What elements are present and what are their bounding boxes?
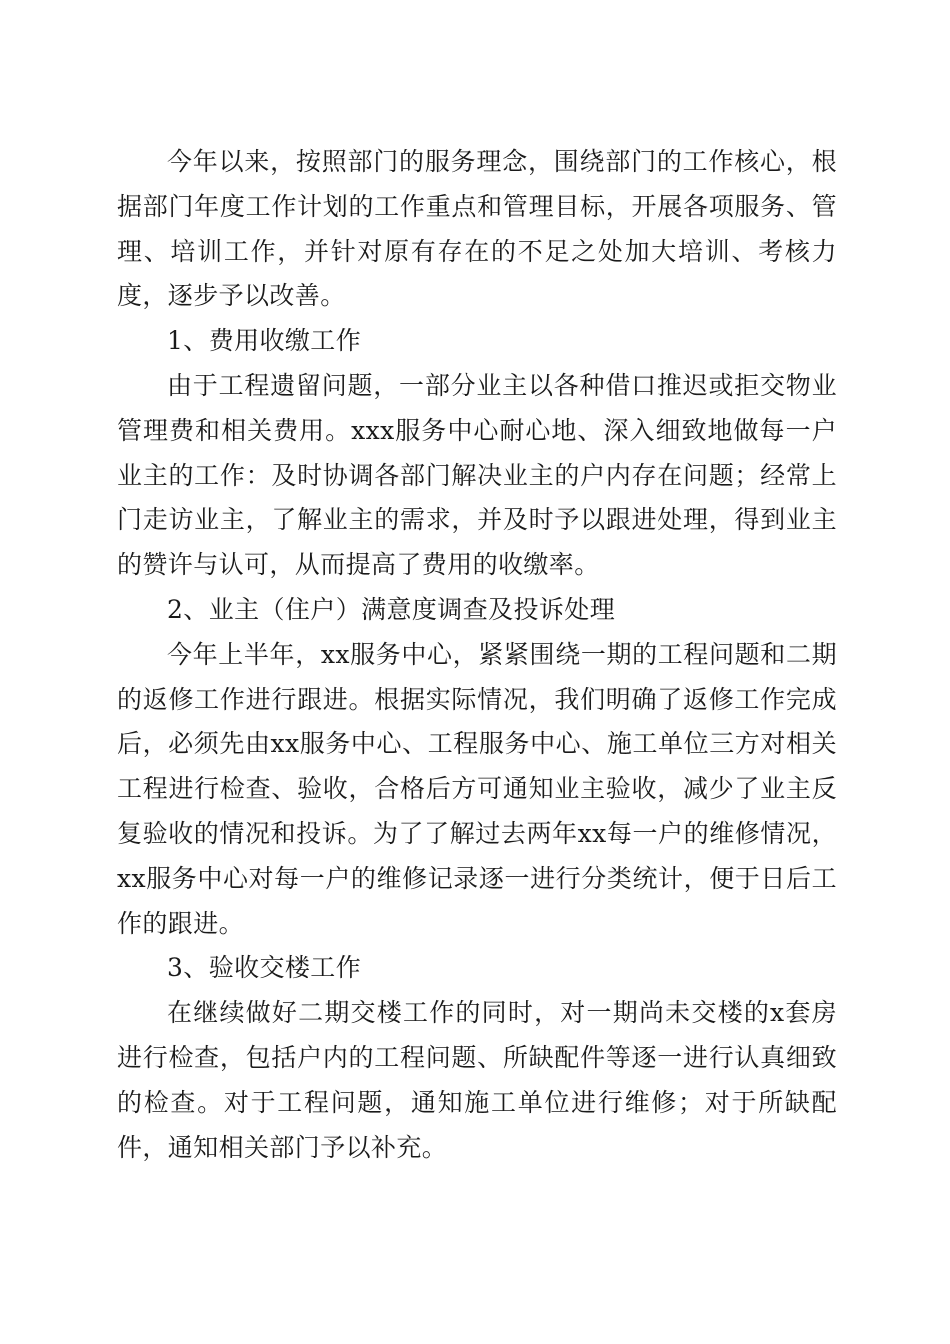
section-heading-fee-collection: 1、费用收缴工作 bbox=[167, 326, 362, 356]
document-page bbox=[117, 140, 837, 1170]
section-body-fee-collection: 由于工程遗留问题，一部分业主以各种借口推迟或拒交物业管理费和相关费用。xxx服务中心耐心地、深入细致地做每一户业主的工作：及时协调各部门解决业主的户内存在问题；经常上门走访业主，了解业主的需求，并及时予以跟进处理，得到业主的赞许与认可，从而提高了费用的收缴率。 bbox=[117, 370, 837, 580]
section-heading-satisfaction-survey: 2、业主（住户）满意度调查及投诉处理 bbox=[167, 594, 616, 624]
section-body-handover: 在继续做好二期交楼工作的同时，对一期尚未交楼的x套房进行检查，包括户内的工程问题、所缺配件等逐一进行认真细致的检查。对于工程问题，通知施工单位进行维修；对于所缺配件，通知相关部门予以补充。 bbox=[117, 998, 837, 1162]
section-body-satisfaction-survey: 今年上半年，xx服务中心，紧紧围绕一期的工程问题和二期的返修工作进行跟进。根据实际情况，我们明确了返修工作完成后，必须先由xx服务中心、工程服务中心、施工单位三方对相关工程进行检查、验收，合格后方可通知业主验收，减少了业主反复验收的情况和投诉。为了了解过去两年xx每一户的维修情况，xx服务中心对每一户的维修记录逐一进行分类统计，便于日后工作的跟进。 bbox=[117, 639, 837, 938]
section-heading-handover: 3、验收交楼工作 bbox=[167, 953, 362, 983]
intro-paragraph: 今年以来，按照部门的服务理念，围绕部门的工作核心，根据部门年度工作计划的工作重点和管理目标，开展各项服务、管理、培训工作，并针对原有存在的不足之处加大培训、考核力度，逐步予以改善。 bbox=[117, 147, 837, 311]
